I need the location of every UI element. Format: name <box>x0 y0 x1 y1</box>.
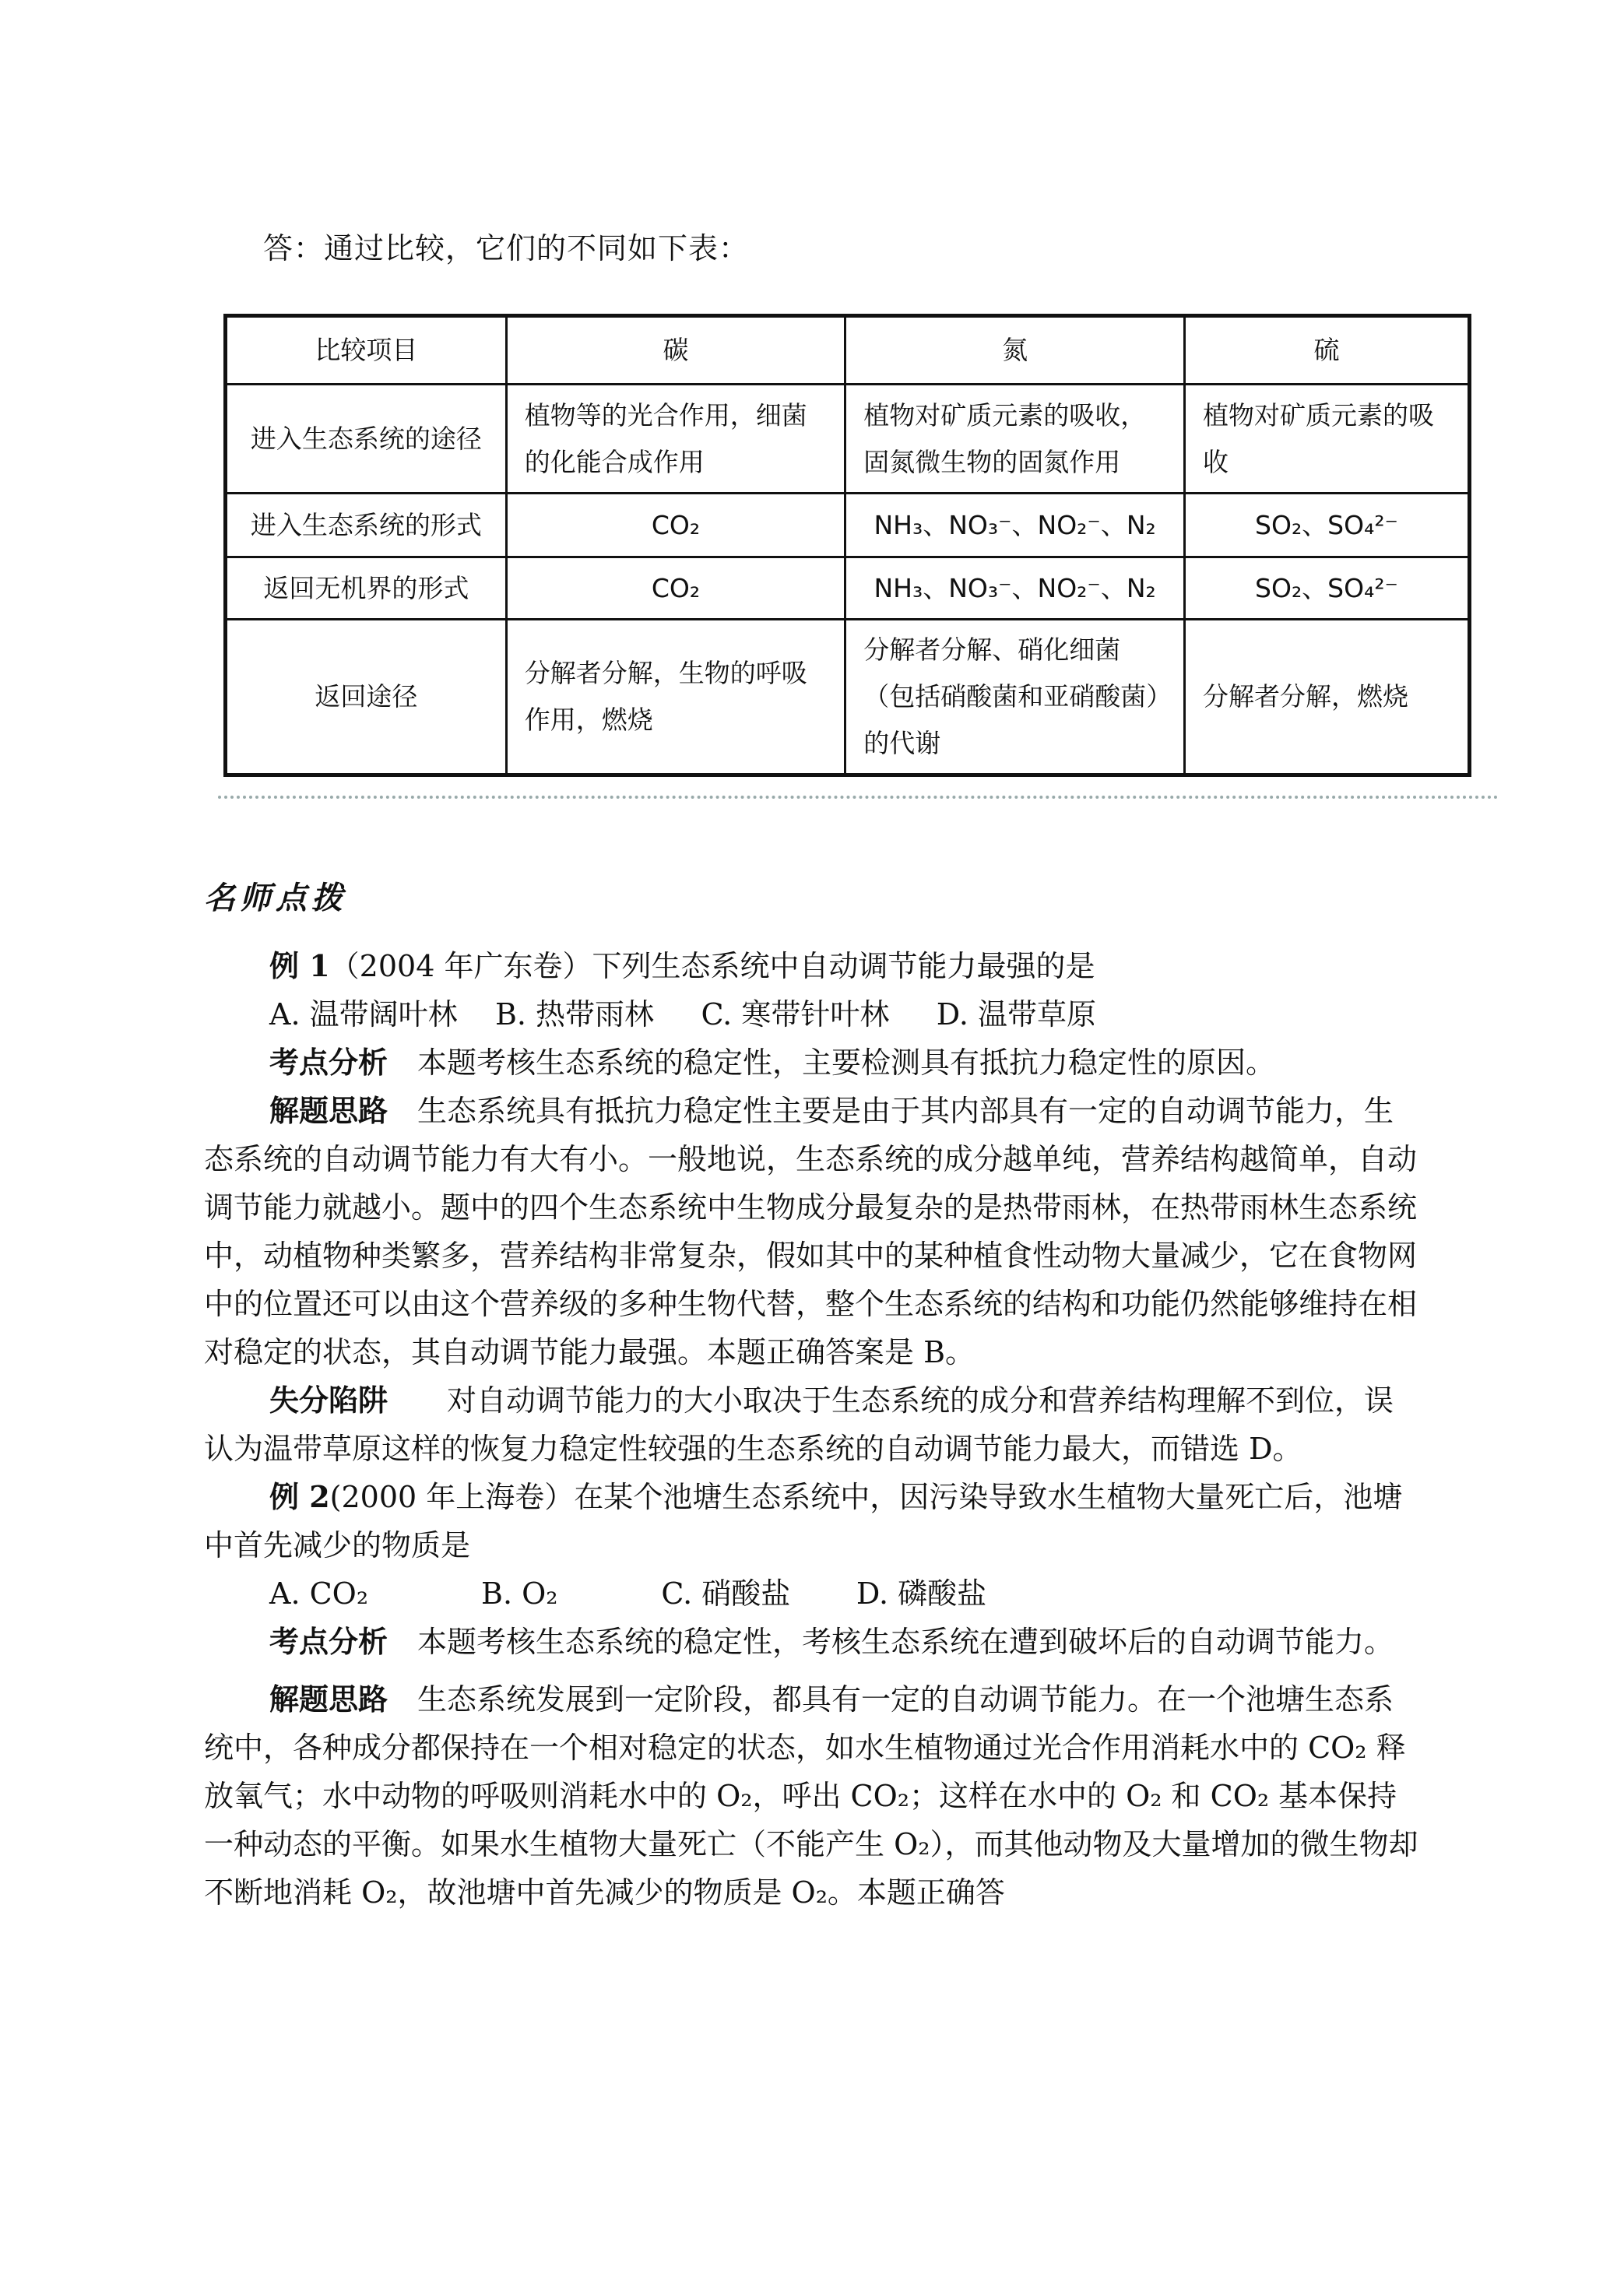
carbon-cell: 分解者分解，生物的呼吸作用，燃烧 <box>506 620 845 775</box>
option: C. 硝酸盐 <box>661 1576 791 1611</box>
option: A. CO₂ <box>269 1576 369 1611</box>
nitrogen-cell: 植物对矿质元素的吸收，固氮微生物的固氮作用 <box>845 385 1185 494</box>
option: A. 温带阔叶林 <box>269 997 458 1032</box>
header-cell: 硫 <box>1185 316 1470 385</box>
ex2-question: 例 2(2000 年上海卷）在某个池塘生态系统中，因污染导致水生植物大量死亡后，池塘中首先减少的物质是 <box>204 1479 1403 1562</box>
carbon-cell: CO₂ <box>506 494 845 557</box>
header-cell: 比较项目 <box>226 316 507 385</box>
row-item: 进入生态系统的途径 <box>226 385 507 494</box>
nitrogen-cell: NH₃、NO₃⁻、NO₂⁻、N₂ <box>845 494 1185 557</box>
row-item: 返回途径 <box>226 620 507 775</box>
table-row <box>226 620 1470 775</box>
sulfur-cell: SO₂、SO₄²⁻ <box>1185 557 1470 620</box>
header-cell: 碳 <box>506 316 845 385</box>
ex2-label: 例 2 <box>269 1479 330 1514</box>
option: B. O₂ <box>481 1576 558 1611</box>
ex1-options <box>204 990 1422 1039</box>
ex1-solution: 解题思路 生态系统具有抵抗力稳定性主要是由于其内部具有一定的自动调节能力，生态系统的自动调节能力有大有小。一般地说，生态系统的成分越单纯，营养结构越简单，自动调节能力就越小。题中的四个生态系统中生物成分最复杂的是热带雨林，在热带雨林生态系统中，动植物种类繁多，营养结构非常复杂，假如其中的某种植食性动物大量减少，它在食物网中的位置还可以由这个营养级的多种生物代替，整个生态系统的结构和功能仍然能够维持在相对稳定的状态，其自动调节能力最强。本题正确答案是 B。 <box>204 1093 1418 1369</box>
option: B. 热带雨林 <box>494 997 655 1032</box>
comparison-table <box>223 314 1471 777</box>
header-cell: 氮 <box>845 316 1185 385</box>
table-header-row <box>226 316 1470 385</box>
ex2-analysis: 考点分析 本题考核生态系统的稳定性，考核生态系统在遭到破坏后的自动调节能力。 <box>269 1624 1394 1659</box>
sulfur-cell: 植物对矿质元素的吸收 <box>1185 385 1470 494</box>
section-title: 名师点拨 <box>204 880 347 916</box>
article-body <box>204 942 1422 1917</box>
row-item: 返回无机界的形式 <box>226 557 507 620</box>
ex2-options <box>204 1569 1422 1618</box>
option: C. 寒带针叶林 <box>701 997 890 1032</box>
option: D. 磷酸盐 <box>856 1576 987 1611</box>
ex1-analysis: 考点分析 本题考核生态系统的稳定性，主要检测具有抵抗力稳定性的原因。 <box>269 1045 1276 1080</box>
dotted-divider <box>218 796 1499 799</box>
sulfur-cell: SO₂、SO₄²⁻ <box>1185 494 1470 557</box>
ex1-pitfall: 失分陷阱 对自动调节能力的大小取决于生态系统的成分和营养结构理解不到位，误认为温带草原这样的恢复力稳定性较强的生态系统的自动调节能力最大，而错选 D。 <box>204 1383 1394 1466</box>
sulfur-cell: 分解者分解，燃烧 <box>1185 620 1470 775</box>
ex1-label: 例 1 <box>269 948 330 983</box>
ex1-question: 例 1（2004 年广东卷）下列生态系统中自动调节能力最强的是 <box>269 948 1095 983</box>
row-item: 进入生态系统的形式 <box>226 494 507 557</box>
nitrogen-cell: 分解者分解、硝化细菌（包括硝酸菌和亚硝酸菌）的代谢 <box>845 620 1185 775</box>
option: D. 温带草原 <box>936 997 1097 1032</box>
carbon-cell: CO₂ <box>506 557 845 620</box>
table-row <box>226 557 1470 620</box>
carbon-cell: 植物等的光合作用，细菌的化能合成作用 <box>506 385 845 494</box>
table-row <box>226 494 1470 557</box>
intro-text: 答：通过比较，它们的不同如下表： <box>263 231 750 265</box>
nitrogen-cell: NH₃、NO₃⁻、NO₂⁻、N₂ <box>845 557 1185 620</box>
ex2-solution: 解题思路 生态系统发展到一定阶段，都具有一定的自动调节能力。在一个池塘生态系统中，各种成分都保持在一个相对稳定的状态，如水生植物通过光合作用消耗水中的 CO₂ 释放氧气；水中动物的呼吸则消耗水中的 O₂，呼出 CO₂；这样在水中的 O₂ 和 CO₂ 基本保持一种动态的平衡。如果水生植物大量死亡（不能产生 O₂），而其他动物及大量增加的微生物却不断地消耗 O₂，故池塘中首先减少的物质是 O₂。本题正确答 <box>204 1682 1418 1910</box>
table-row <box>226 385 1470 494</box>
